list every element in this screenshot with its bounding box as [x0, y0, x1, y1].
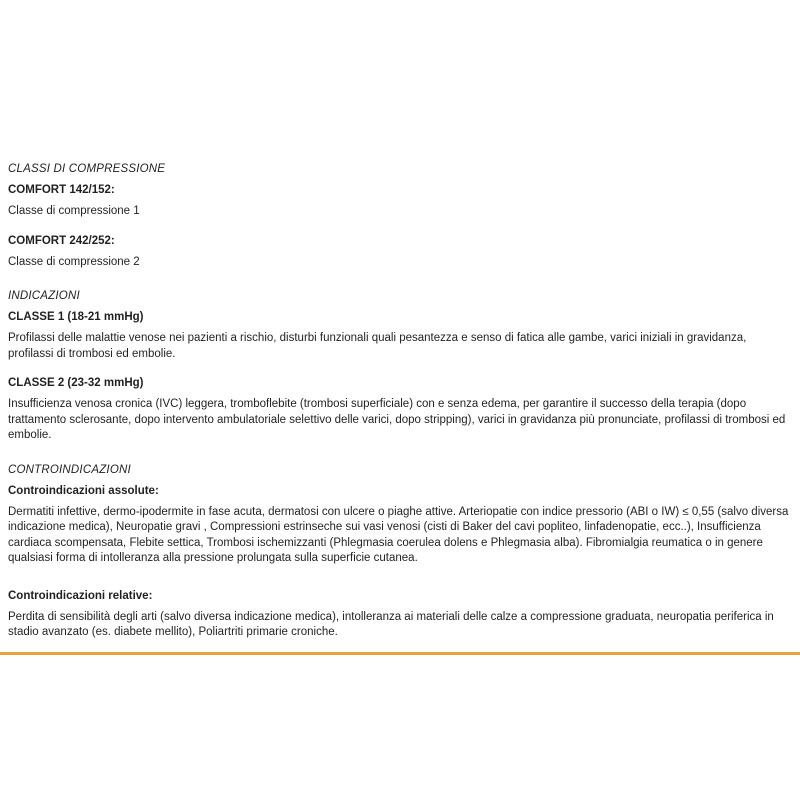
accent-divider [0, 652, 800, 655]
section-heading-contraindications: CONTROINDICAZIONI [8, 463, 131, 476]
compression-class-1-value: Classe di compressione 1 [8, 205, 140, 217]
contraindications-relative-text: Perdita di sensibilità degli arti (salvo diversa indicazione medica), intolleranza ai materiali delle calze a compressione graduata, neuropatia periferica in stadio avanzato (es. diabete mellito), Poliartriti primarie croniche. [8, 610, 774, 638]
contraindications-relative-label: Controindicazioni relative: [8, 589, 153, 602]
spacer [8, 226, 792, 234]
document-content [8, 162, 792, 647]
indication-class-1-text: Profilassi delle malattie venose nei pazienti a rischio, disturbi funzionali quali pesantezza e senso di fatica alle gambe, varici iniziali in gravidanza, profilassi di trombosi ed embolie. [8, 332, 747, 360]
compression-class-2-label: COMFORT 242/252: [8, 234, 115, 247]
section-heading-compression-classes: CLASSI DI COMPRESSIONE [8, 163, 166, 175]
indication-class-2-text: Insufficienza venosa cronica (IVC) leggera, tromboflebite (trombosi superficiale) con e senza edema, per garantire il successo della terapia (dopo trattamento sclerosante, dopo intervento ambulatoriale selettivo delle varici, dopo stripping), varici in gravidanza più pronunciate, profilassi di trombosi ed embolie. [8, 398, 786, 441]
compression-class-1-label: COMFORT 142/152: [8, 184, 115, 196]
spacer [8, 368, 792, 376]
contraindications-absolute-text: Dermatiti infettive, dermo-ipodermite in fase acuta, dermatosi con ulcere o piaghe attive. Arteriopatie con indice pressorio (ABI o IW) ≤ 0,55 (salvo diversa indicazione medica), Neuropatie gravi , Compressioni estrinseche sui vasi venosi (cisti di Baker del cavi popliteo, linfadenopatie, ecc..), Insufficienza cardiaca scompensata, Flebite settica, Trombosi ischemizzanti (Phlegmasia coerulea dolens e Phlegmasia alba). Fibromialgia reumatica o in genere qualsiasi forma di intolleranza alla pressione prolungata sulla superficie cutanea. [8, 505, 789, 564]
spacer [8, 276, 792, 289]
section-heading-indications: INDICAZIONI [8, 290, 80, 302]
contraindications-absolute-label: Controindicazioni assolute: [8, 484, 159, 497]
indication-class-1-label: CLASSE 1 (18-21 mmHg) [8, 311, 144, 323]
spacer [8, 450, 792, 463]
indication-class-2-label: CLASSE 2 (23-32 mmHg) [8, 377, 144, 389]
spacer [8, 573, 792, 589]
compression-class-2-value: Classe di compressione 2 [8, 255, 140, 268]
